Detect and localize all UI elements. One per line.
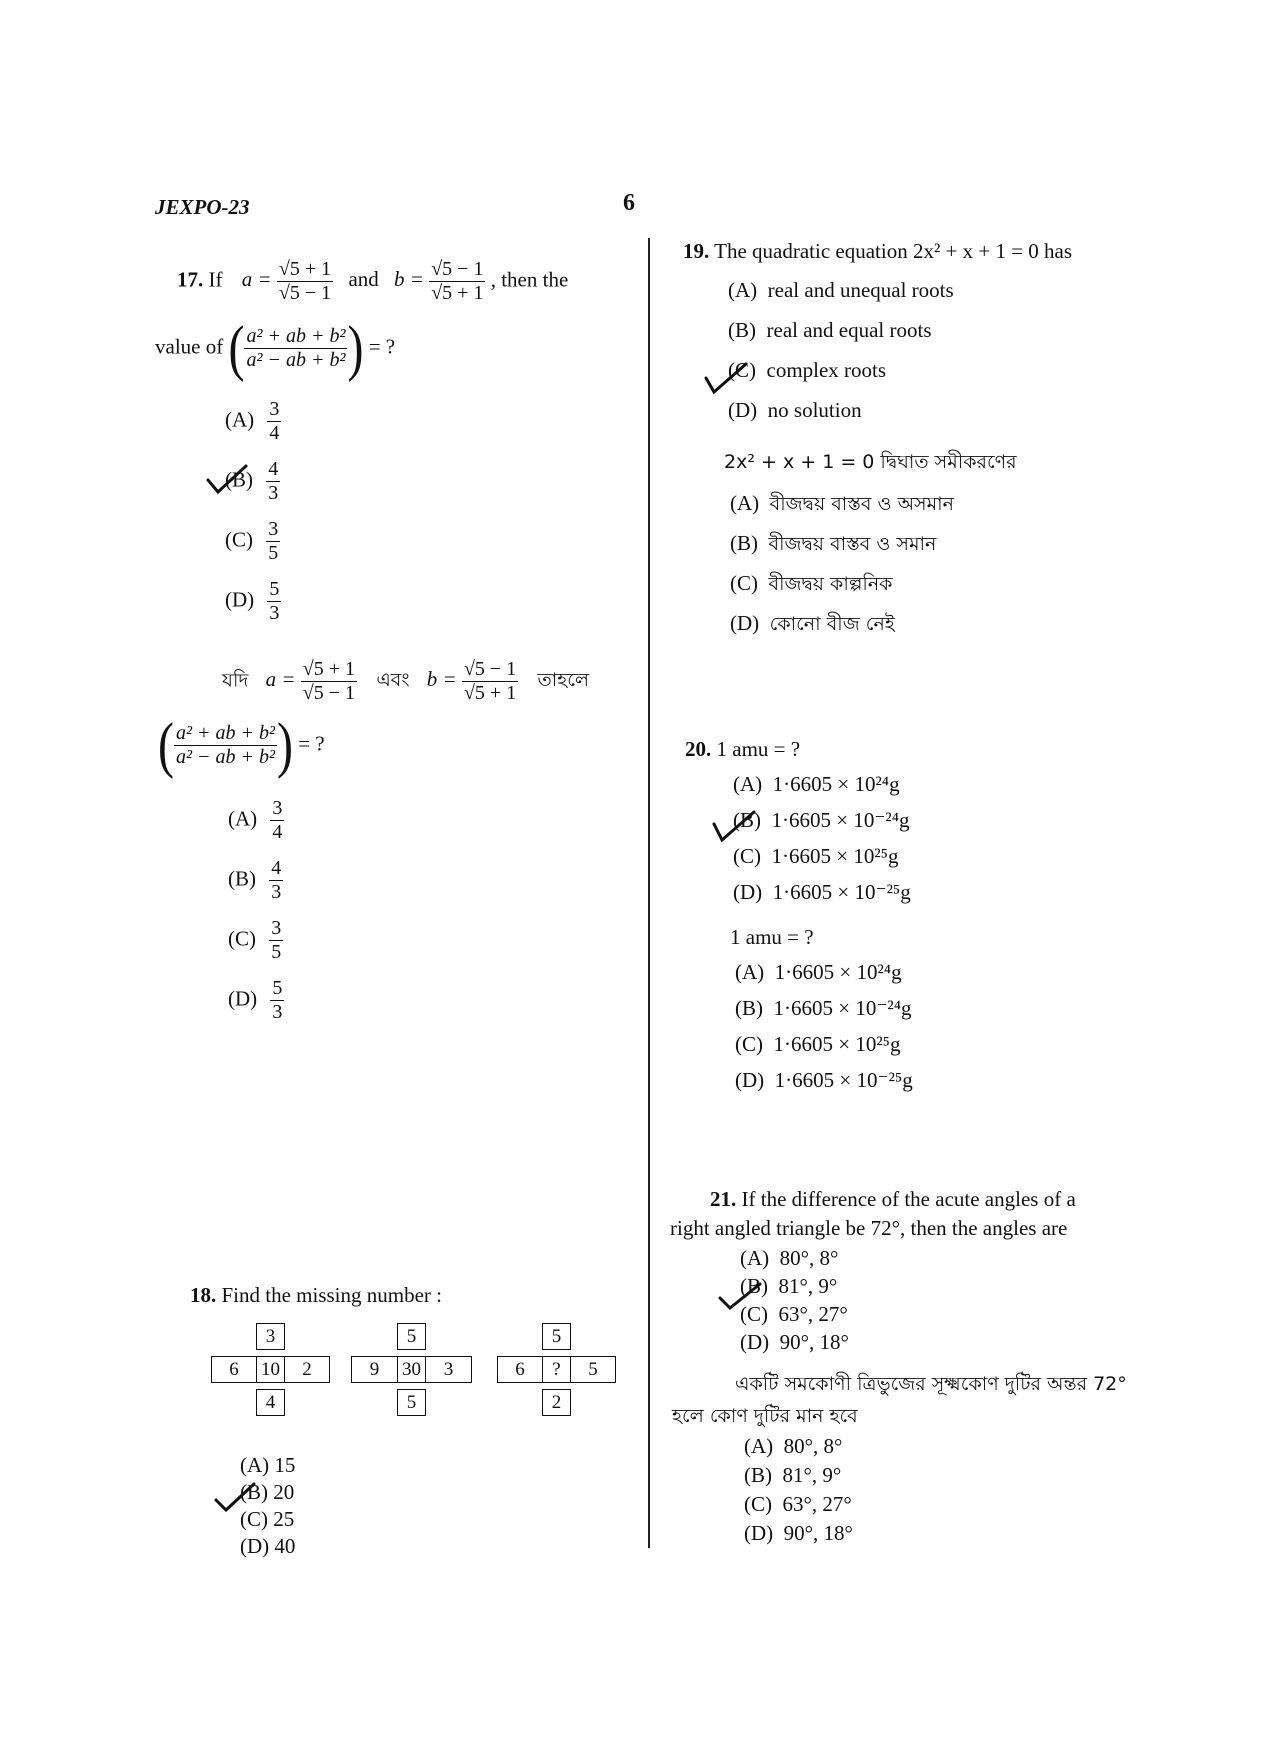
q19-bn-option-a[interactable]: (A) বীজদ্বয় বাস্তব ও অসমান	[730, 491, 954, 515]
q21-bn-option-a[interactable]: (A) 80°, 8°	[744, 1434, 843, 1458]
puzzle-cell-left: 6	[497, 1356, 543, 1383]
q17-bn-option-b[interactable]: (B) $\frac{4}{3}$	[228, 857, 282, 903]
q19-stem	[683, 238, 1072, 264]
q19-bn-option-b[interactable]: (B) বীজদ্বয় বাস্তব ও সমান	[730, 531, 937, 555]
q17-if: If	[208, 267, 223, 292]
q17-bn-b-fraction: $\frac{√5 - 1}{√5 + 1}$	[463, 658, 517, 704]
q17-bn-if: যদি	[222, 669, 249, 692]
q21-option-a[interactable]: (A) 80°, 8°	[740, 1246, 839, 1270]
q17-expr-fraction	[244, 325, 347, 372]
q19-tick-mark-icon	[702, 360, 748, 396]
q17-bn-stem: যদি a = $\frac{√5 + 1}{√5 - 1}$ এবং b = $\frac{√5 - 1}{√5 + 1}$ তাহলে	[222, 658, 590, 704]
q17-a-fraction	[277, 258, 333, 305]
puzzle-cell-center: 10	[256, 1356, 285, 1383]
puzzle-cell-bottom: 2	[542, 1389, 571, 1416]
q19-option-c[interactable]: (C) complex roots	[728, 358, 887, 382]
puzzle-cell-top: 5	[397, 1323, 426, 1350]
q17-bn-then: তাহলে	[537, 669, 590, 692]
q17-bn-expression: ( $\frac{\text{a² + ab + b²}}{\text{a² − ab + b²}}$ ) = ?	[158, 710, 325, 780]
q18-number: 18.	[190, 1283, 217, 1307]
q17-stem	[177, 258, 568, 305]
q21-number: 21.	[710, 1187, 737, 1211]
q20-option-a[interactable]: (A) 1·6605 × 10²⁴g	[733, 772, 900, 796]
q17-a-num: √5 + 1	[278, 258, 332, 280]
q21-stem-line2: right angled triangle be 72°, then the angles are	[670, 1216, 1068, 1240]
q20-bn-option-a[interactable]: (A) 1·6605 × 10²⁴g	[735, 960, 902, 984]
q17-eq-q: = ?	[368, 334, 396, 359]
puzzle-cell-center: ?	[542, 1356, 571, 1383]
q19-number: 19.	[683, 239, 710, 263]
q17-option-c[interactable]: (C) $\frac{3}{5}$	[225, 518, 279, 564]
q17-bn-a-fraction: $\frac{√5 + 1}{√5 - 1}$	[302, 658, 356, 704]
puzzle-cell-center: 30	[397, 1356, 426, 1383]
q21-option-d[interactable]: (D) 90°, 18°	[740, 1330, 849, 1354]
puzzle-cell-left: 9	[351, 1356, 398, 1383]
q17-expression: value of ( $\frac{\text{a² + ab + b²}}{\text{a² − ab + b²}}$ ) = ?	[155, 313, 396, 383]
q21-bn-option-b[interactable]: (B) 81°, 9°	[744, 1463, 842, 1487]
q20-bn-text: 1 amu = ?	[730, 925, 814, 949]
q18-option-c[interactable]: (C) 25	[240, 1507, 295, 1531]
q17-b-den: √5 + 1	[431, 282, 484, 304]
puzzle-cell-right: 3	[425, 1356, 472, 1383]
q20-stem	[685, 736, 800, 762]
q20-bn-option-d[interactable]: (D) 1·6605 × 10⁻²⁵g	[735, 1068, 913, 1092]
q18-stem	[190, 1282, 442, 1308]
q21-bn-option-d[interactable]: (D) 90°, 18°	[744, 1521, 853, 1545]
page-number: 6	[623, 190, 635, 216]
q17-bn-option-d[interactable]: (D) $\frac{5}{3}$	[228, 977, 283, 1023]
q19-bn-option-c[interactable]: (C) বীজদ্বয় কাল্পনিক	[730, 571, 893, 595]
q17-a-den: √5 − 1	[278, 282, 332, 304]
q21-stem-line1: 21. If the difference of the acute angles of a	[710, 1187, 1076, 1211]
q21-bn-option-c[interactable]: (C) 63°, 27°	[744, 1492, 852, 1516]
q17-b-fraction	[429, 258, 485, 305]
puzzle-cell-right: 2	[284, 1356, 330, 1383]
q17-expr-den: a² − ab + b²	[246, 349, 346, 371]
puzzle-cell-top: 3	[256, 1323, 285, 1350]
q20-text: 1 amu = ?	[716, 737, 801, 761]
q19-text: The quadratic equation 2x² + x + 1 = 0 has	[714, 239, 1073, 263]
q17-b-num: √5 − 1	[431, 258, 484, 280]
q17-option-a[interactable]: (A) $\frac{3}{4}$	[225, 398, 280, 444]
q19-bn-text: 2x² + x + 1 = 0 দ্বিঘাত সমীকরণের	[724, 451, 1017, 473]
q19-option-a[interactable]: (A) real and unequal roots	[728, 278, 954, 302]
q21-bn-line2: হলে কোণ দুটির মান হবে	[672, 1405, 858, 1427]
column-divider	[648, 238, 650, 1548]
q17-option-b[interactable]: (B) $\frac{4}{3}$	[225, 458, 279, 504]
q20-bn-option-b[interactable]: (B) 1·6605 × 10⁻²⁴g	[735, 996, 912, 1020]
q17-and: and	[348, 267, 379, 292]
exam-code: JEXPO-23	[155, 195, 250, 219]
q18-option-b[interactable]: (B) 20	[240, 1480, 295, 1504]
q17-option-d[interactable]: (D) $\frac{5}{3}$	[225, 578, 280, 624]
q17-number: 17.	[177, 267, 204, 292]
q17-a-var: a =	[241, 267, 272, 292]
q20-tick-mark-icon	[710, 808, 756, 844]
q21-bn-line1: একটি সমকোণী ত্রিভুজের সূক্ষ্মকোণ দুটির অন্তর 72°	[735, 1373, 1127, 1395]
q18-option-a[interactable]: (A) 15	[240, 1453, 296, 1477]
q17-b-var: b =	[394, 267, 424, 292]
puzzle-cell-bottom: 5	[397, 1389, 426, 1416]
q17-bn-and: এবং	[376, 669, 410, 692]
q17-value-of: value of	[155, 334, 224, 359]
q17-then-the: , then the	[490, 267, 569, 292]
puzzle-cell-top: 5	[542, 1323, 571, 1350]
q17-bn-option-c[interactable]: (C) $\frac{3}{5}$	[228, 917, 282, 963]
q19-bn-option-d[interactable]: (D) কোনো বীজ নেই	[730, 611, 895, 635]
q20-option-d[interactable]: (D) 1·6605 × 10⁻²⁵g	[733, 880, 911, 904]
q19-option-b[interactable]: (B) real and equal roots	[728, 318, 932, 342]
q20-option-c[interactable]: (C) 1·6605 × 10²⁵g	[733, 844, 899, 868]
puzzle-cell-left: 6	[211, 1356, 257, 1383]
puzzle-cell-bottom: 4	[256, 1389, 285, 1416]
q19-option-d[interactable]: (D) no solution	[728, 398, 862, 422]
q20-option-b[interactable]: (B) 1·6605 × 10⁻²⁴g	[733, 808, 910, 832]
q20-number: 20.	[685, 737, 712, 761]
q17-expr-num: a² + ab + b²	[246, 325, 346, 347]
q21-option-b[interactable]: (B) 81°, 9°	[740, 1274, 838, 1298]
q18-text: Find the missing number :	[221, 1283, 442, 1307]
q18-option-d[interactable]: (D) 40	[240, 1534, 296, 1558]
q20-bn-option-c[interactable]: (C) 1·6605 × 10²⁵g	[735, 1032, 901, 1056]
q17-tick-mark-icon	[204, 462, 250, 498]
puzzle-cell-right: 5	[570, 1356, 616, 1383]
q17-bn-option-a[interactable]: (A) $\frac{3}{4}$	[228, 797, 283, 843]
q21-option-c[interactable]: (C) 63°, 27°	[740, 1302, 848, 1326]
